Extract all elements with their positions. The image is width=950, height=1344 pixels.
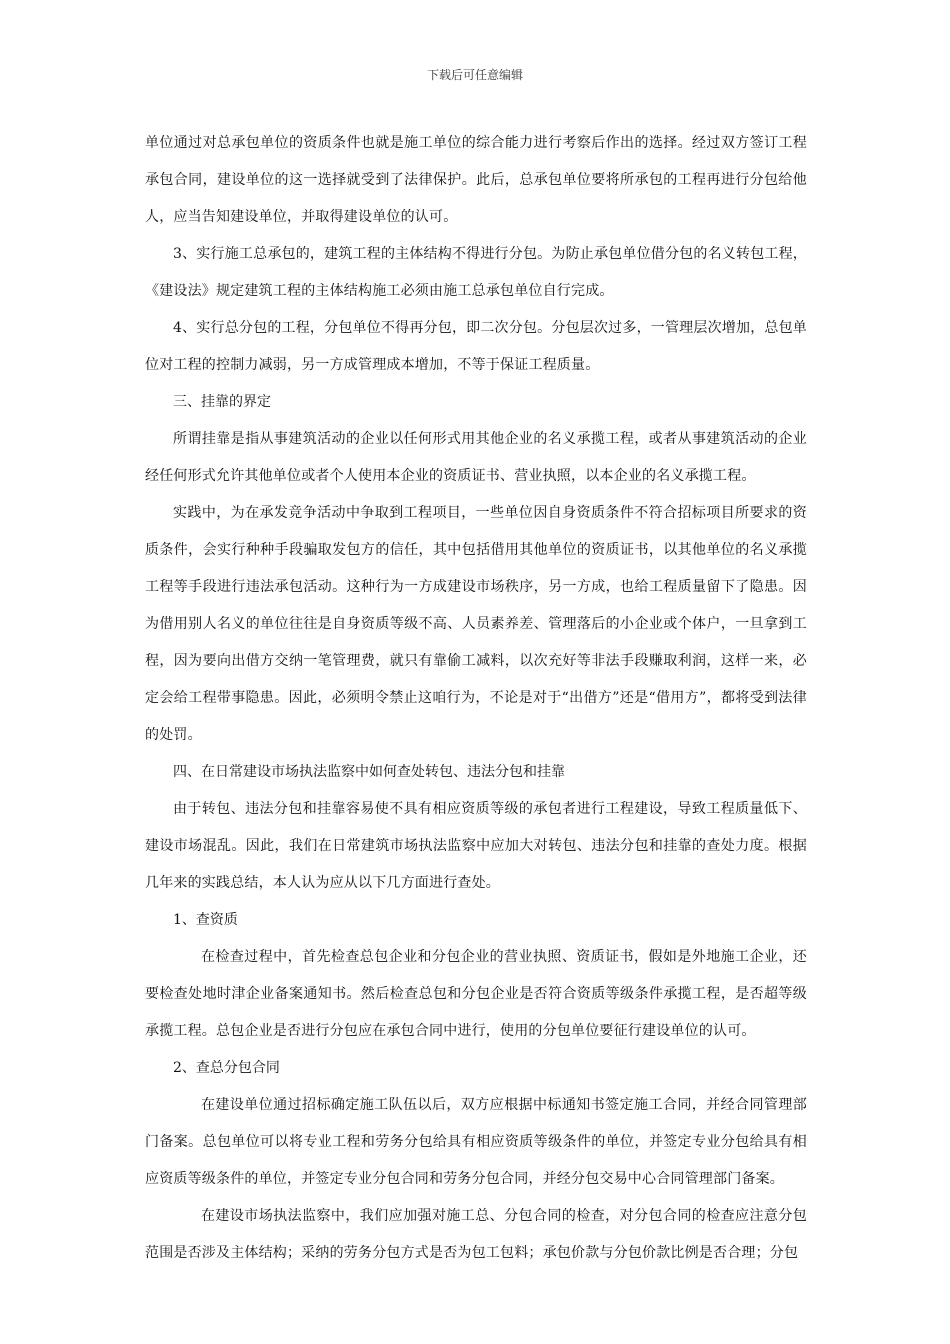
paragraph-practice: 实践中，为在承发竞争活动中争取到工程项目，一些单位因自身资质条件不符合招标项目所要求的资质条件，会实行种种手段骗取发包方的信任，其中包括借用其他单位的资质证书，以其他单位的名义承揽工程等手段进行违法承包活动。这种行为一方成建设市场秩序，另一方成，也给工程质量留下了隐患。因为借用别人名义的单位往往是自身资质等级不高、人员素养差、管理落后的小企业或个体户，一旦拿到工程，因为要向出借方交纳一笔管理费，就只有靠偷工减料，以次充好等非法手段赚取利润，这样一来，必定会给工程带事隐患。因此，必须明令禁止这咱行为，不论是对于“出借方”还是“借用方”，都将受到法律的处罚。 <box>145 505 807 743</box>
subheading-contract: 2、查总分包合同 <box>173 1060 280 1076</box>
paragraph-item-4: 4、实行总分包的工程，分包单位不得再分包，即二次分包。分包层次过多，一管理层次增加，总包单位对工程的控制力减弱，另一方成管理成本增加，不等于保证工程质量。 <box>145 320 807 373</box>
section-heading-3: 三、挂靠的界定 <box>173 394 271 410</box>
section-heading-4: 四、在日常建设市场执法监察中如何查处转包、违法分包和挂靠 <box>173 764 565 780</box>
paragraph-continued: 单位通过对总承包单位的资质条件也就是施工单位的综合能力进行考察后作出的选择。经过双方签订工程承包合同，建设单位的这一选择就受到了法律保护。此后，总承包单位要将所承包的工程再进行分包给他人，应当告知建设单位，并取得建设单位的认可。 <box>145 135 807 225</box>
paragraph-inspection: 在建设市场执法监察中，我们应加强对施工总、分包合同的检查，对分包合同的检查应注意分包范围是否涉及主体结构；采纳的劳务分包方式是否为包工包料；承包价款与分包价款比例是否合理；分包 <box>145 1208 807 1261</box>
page-header: 下载后可任意编辑 <box>426 68 523 82</box>
paragraph-contract: 在建设单位通过招标确定施工队伍以后，双方应根据中标通知书签定施工合同，并经合同管理部门备案。总包单位可以将专业工程和劳务分包给具有相应资质等级条件的单位，并签定专业分包给具有相应资质等级条件的单位，并签定专业分包合同和劳务分包合同，并经分包交易中心合同管理部门备案。 <box>145 1097 807 1187</box>
document-body <box>145 125 807 1272</box>
paragraph-qualification: 在检查过程中，首先检查总包企业和分包企业的营业执照、资质证书，假如是外地施工企业，还要检查处地时津企业备案通知书。然后检查总包和分包企业是否符合资质等级条件承揽工程，是否超等级承揽工程。总包企业是否进行分包应在承包合同中进行，使用的分包单位要征行建设单位的认可。 <box>145 949 807 1039</box>
paragraph-item-3: 3、实行施工总承包的，建筑工程的主体结构不得进行分包。为防止承包单位借分包的名义转包工程，《建设法》规定建筑工程的主体结构施工必须由施工总承包单位自行完成。 <box>145 246 807 299</box>
paragraph-definition: 所谓挂靠是指从事建筑活动的企业以任何形式用其他企业的名义承揽工程，或者从事建筑活动的企业经任何形式允许其他单位或者个人使用本企业的资质证书、营业执照，以本企业的名义承揽工程。 <box>145 431 807 484</box>
paragraph-intro: 由于转包、违法分包和挂靠容易使不具有相应资质等级的承包者进行工程建设，导致工程质量低下、建设市场混乱。因此，我们在日常建筑市场执法监察中应加大对转包、违法分包和挂靠的查处力度。根据几年来的实践总结，本人认为应从以下几方面进行查处。 <box>145 801 807 891</box>
subheading-qualification: 1、查资质 <box>173 912 238 928</box>
